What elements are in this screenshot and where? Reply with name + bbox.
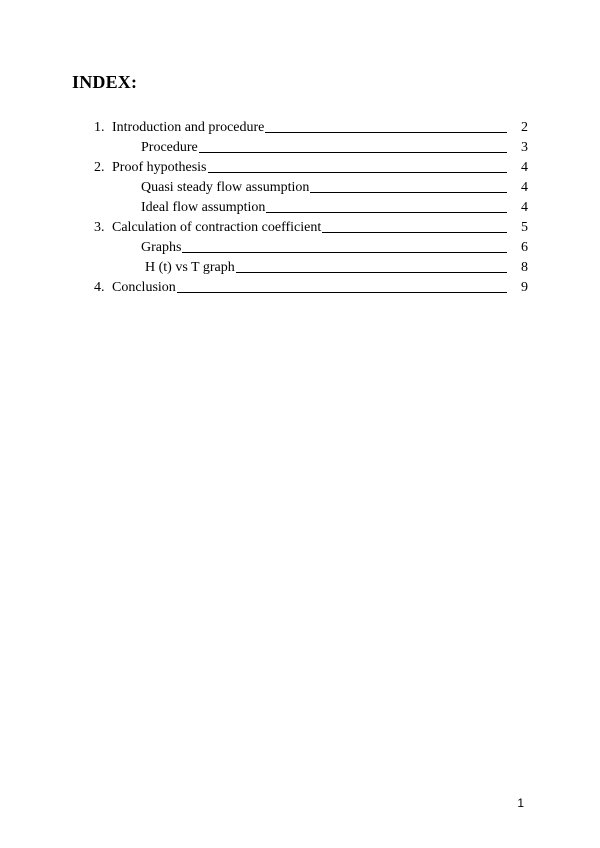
toc-entry-page: 2	[521, 120, 528, 135]
toc-entry-text: Calculation of contraction coefficient	[112, 220, 322, 235]
toc-leader-line	[310, 192, 507, 193]
toc-entry-page: 9	[521, 280, 528, 295]
toc-entry	[141, 136, 528, 156]
toc-entry-text: Conclusion	[112, 280, 176, 295]
toc-entry	[94, 276, 528, 296]
toc-entry-page: 3	[521, 140, 528, 155]
toc-leader-line	[265, 132, 507, 133]
toc-entry-text: Graphs	[141, 240, 182, 255]
toc-entry	[94, 156, 528, 176]
toc-entry-number: 1.	[94, 120, 105, 135]
toc-leader-line	[199, 152, 507, 153]
toc-entry-text: H (t) vs T graph	[145, 260, 235, 275]
toc-leader-line	[266, 212, 507, 213]
toc-entry	[94, 216, 528, 236]
toc-entry-text: Quasi steady flow assumption	[141, 180, 310, 195]
toc-entry	[141, 196, 528, 216]
toc-entry-number: 2.	[94, 160, 105, 175]
toc-entry	[141, 236, 528, 256]
index-title: INDEX:	[72, 72, 138, 92]
toc-leader-line	[322, 232, 507, 233]
toc-leader-line	[236, 272, 507, 273]
toc-entry	[145, 256, 528, 276]
toc-leader-line	[208, 172, 508, 173]
page-number: 1	[517, 796, 524, 810]
toc-leader-line	[177, 292, 507, 293]
toc-entry-text: Ideal flow assumption	[141, 200, 266, 215]
toc-entry-text: Introduction and procedure	[112, 120, 265, 135]
toc-entry-page: 6	[521, 240, 528, 255]
toc-entry	[141, 176, 528, 196]
toc-entry-number: 3.	[94, 220, 105, 235]
toc-entry	[94, 116, 528, 136]
toc-entry-number: 4.	[94, 280, 105, 295]
toc-entry-page: 5	[521, 220, 528, 235]
toc-entry-text: Procedure	[141, 140, 198, 155]
toc-entry-page: 4	[521, 160, 528, 175]
toc-entry-text: Proof hypothesis	[112, 160, 207, 175]
toc-entry-page: 4	[521, 180, 528, 195]
toc-entry-page: 8	[521, 260, 528, 275]
toc-entry-page: 4	[521, 200, 528, 215]
toc-leader-line	[182, 252, 507, 253]
